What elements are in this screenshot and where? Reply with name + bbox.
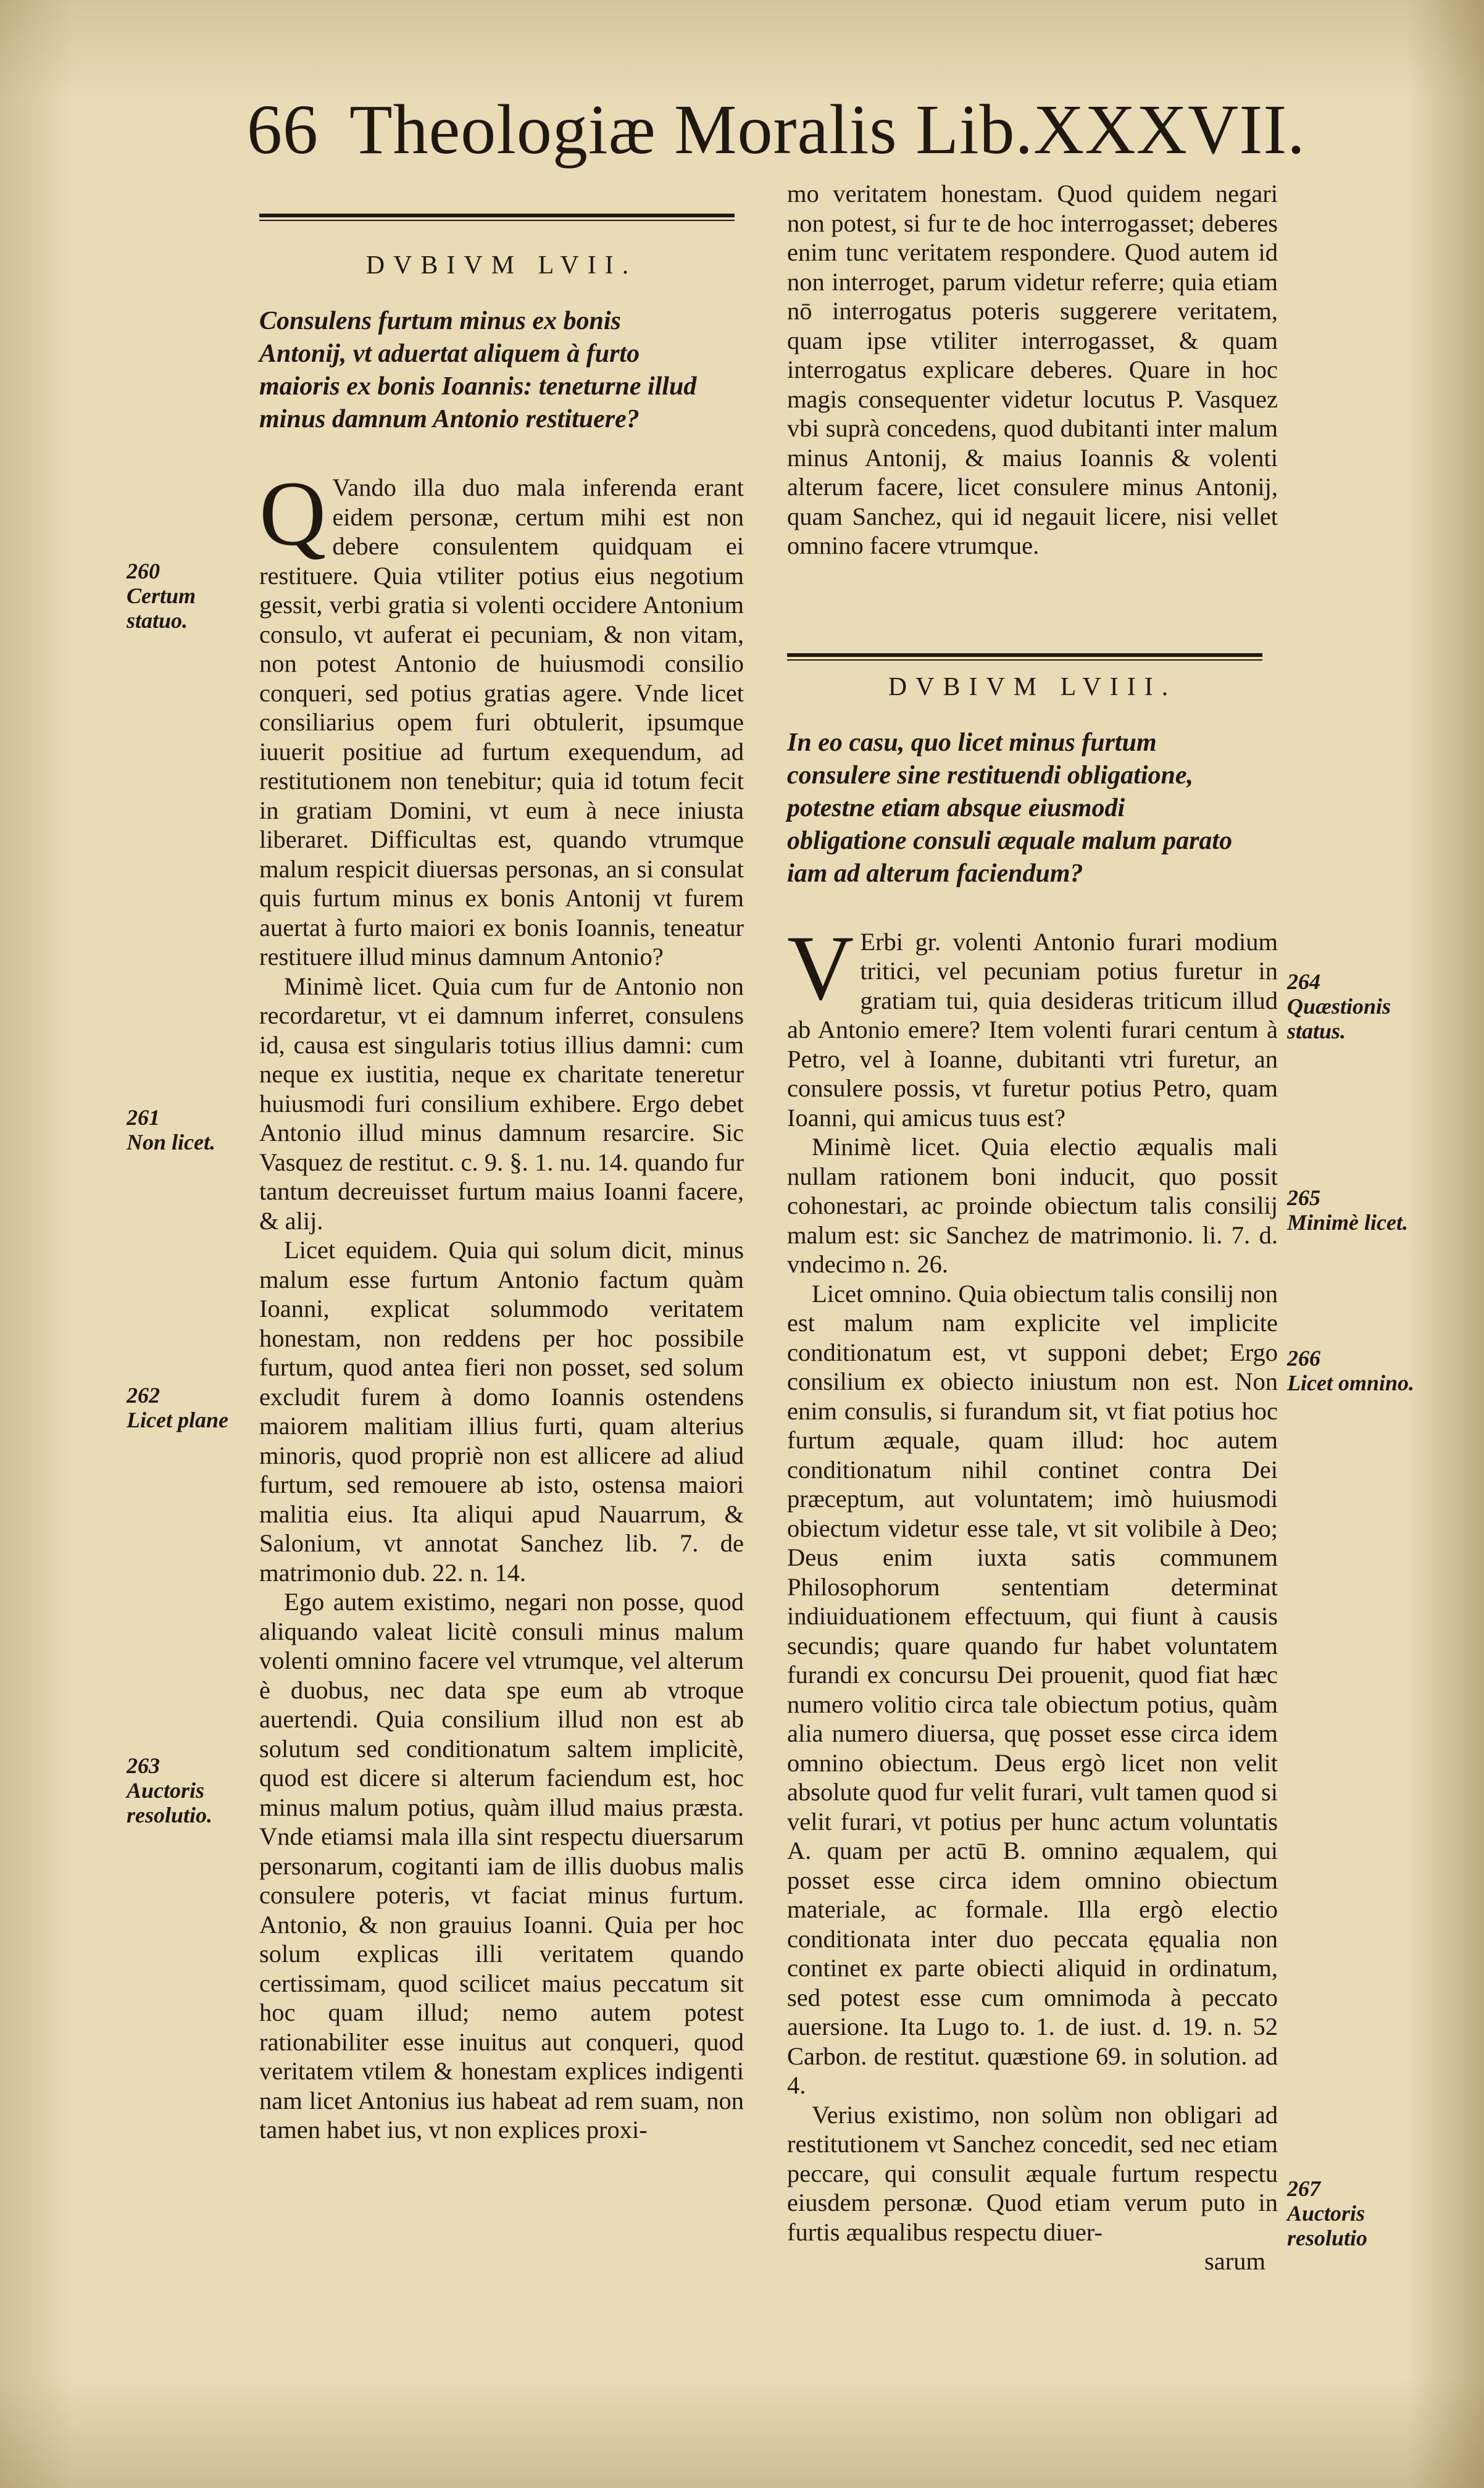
margin-note-number: 264 — [1287, 969, 1320, 994]
margin-note-text: Non licet. — [127, 1130, 215, 1154]
section-spacer — [787, 561, 1278, 669]
paragraph — [787, 916, 1278, 1133]
drop-cap: V — [787, 916, 854, 1019]
paragraph-text: Vando illa duo mala inferenda erant eidem personæ, certum mihi est non debere consulentem quidquam ei restituere. Quia vtiliter potius eius negotium gessit, verbi gratia si volenti occidere Antonium consulo, vt auferat ei pecuniam, & non vitam, non potest Antonio de huiusmodi consilio conqueri, sed potius gratias agere. Vnde licet consiliarius opem furi obtulerit, ipsumque iuuerit positiue ad furtum exequendum, ad restitutionem non tenebitur; quia id totum fecit in gratiam Domini, vt eum à nece iniusta liberaret. Difficultas est, quando vtrumque malum respicit diuersas personas, an si consulat quis furtum minus ex bonis Antonij vt furem auertat à furto maiori ex bonis Ioannis, teneatur restituere illud minus damnum Antonio? — [259, 474, 744, 971]
dubium-heading: DVBIVM LVII. — [365, 251, 638, 280]
running-title: Theologiæ Moralis Lib.XXXVII. — [349, 90, 1306, 169]
margin-note — [127, 559, 250, 633]
margin-note-text: Auctoris resolutio. — [127, 1778, 213, 1827]
paragraph: Ego autem existimo, negari non posse, quod aliquando valeat licitè consuli minus malum volenti omnino facere vel vtrumque, vel alterum è duobus, nec data spe eum ab vtroque auertendi. Quia consilium illud non est ab solutum sed conditionatum saltem implicitè, quod est dicere si alterum faciendum est, hoc minus malum potius, quàm illud maius præsta. Vnde etiamsi mala illa sint respectu diuersarum personarum, cogitanti iam de illis duobus malis consulere poteris, vt faciat minus furtum. Antonio, & non grauius Ioanni. Quia per hoc solum explicas illi veritatem quando certissimam, quod scilicet maius peccatum sit hoc quam illud; nemo autem potest rationabiliter esse inuitus aut conqueri, quod veritatem vtilem & honestam explices indigenti nam licet Antonius ius habeat ad rem suam, non tamen habet ius, vt non explices proxi- — [259, 1588, 744, 2144]
margin-note — [1287, 969, 1423, 1043]
margin-note-number: 261 — [127, 1105, 160, 1130]
dubium-heading: DVBIVM LVIII. — [888, 672, 1177, 701]
margin-note — [1287, 1185, 1423, 1235]
margin-note-text: Licet omnino. — [1287, 1371, 1414, 1395]
dubium-question: Consulens furtum minus ex bonis Antonij, vt aduertat aliquem à furto maioris ex bonis Ioannis: teneturne illud minus damnum Antonio restituere? — [259, 307, 697, 433]
margin-note-number: 267 — [1287, 2176, 1320, 2201]
paragraph: Minimè licet. Quia cum fur de Antonio non recordaretur, vt ei damnum inferret, consulens id, causa est singularis totius illius damni: cum neque ex iustitia, neque ex charitate teneretur huiusmodi furi consilium exhibere. Ergo debet Antonio illud minus damnum resarcire. Sic Vasquez de restitut. c. 9. §. 1. nu. 14. quando fur tantum decreuisset furtum maius Ioanni facere, & alij. — [259, 972, 744, 1235]
margin-note-number: 262 — [127, 1383, 160, 1408]
dubium-question: In eo casu, quo licet minus furtum consulere sine restituendi obligatione, potestne etiam absque eiusmodi obligatione consuli æquale malum parato iam ad alterum faciendum? — [787, 728, 1233, 888]
margin-note-text: Certum statuo. — [127, 583, 196, 633]
right-column — [787, 179, 1278, 2276]
running-head — [247, 90, 1306, 169]
margin-note-text: Licet plane — [127, 1408, 228, 1432]
header-rule — [259, 214, 735, 221]
paragraph: Licet omnino. Quia obiectum talis consilij non est malum nam explicite vel implicite conditionatum est, vt supponi debet; Ergo consilium ex obiecto iniustum non est. Non enim consulis, si furandum sit, vt fiat potius hoc furtum æquale, quam illud: hoc autem conditionatum nihil continet contra Dei præceptum, aut voluntatem; imò huiusmodi obiectum videtur esse tale, vt sit volibile à Deo; Deus enim iuxta satis communem Philosophorum sententiam determinat indiuiduationem effectuum, qui fiunt à causis secundis; quare quando fur habet voluntatem furandi ex concursu Dei prouenit, quod fiat hæc numero volitio circa tale obiectum potius, quàm alia numero diuersa, quę posset esse circa idem omnino obiectum. Deus ergò licet non velit absolute quod fur velit furari, vult tamen quod si velit furari, vt potius per hunc actum voluntatis A. quam per actū B. omnino æqualem, qui posset esse circa idem omnino obiectum materiale, ac formale. Illa ergò electio conditionata inter duo peccata ęqualia non continet ex parte obiecti aliquid in ordinatum, sed potest esse cum omnimoda à peccato auersione. Ita Lugo to. 1. de iust. d. 19. n. 52 Carbon. de restitut. quæstione 69. in solution. ad 4. — [787, 1279, 1278, 2099]
section-rule — [787, 653, 1262, 661]
paragraph — [259, 462, 744, 972]
continuation-paragraph: mo veritatem honestam. Quod quidem negari non potest, si fur te de hoc interrogasset; deberes enim tunc veritatem respondere. Quod autem id non interroget, parum videtur referre; quia etiam nō interrogatus poteris suggerere veritatem, quam ipse vtiliter interrogasset, & quam interrogatus explicare deberes. Quare in hoc magis consequenter videtur locutus P. Vasquez vbi suprà concedens, quod dubitanti inter malum minus Antonij, & maius Ioannis & volenti alterum facere, licet consulere minus Antonij, quam Sanchez, qui id negauit licere, nisi vellet omnino facere vtrumque. — [787, 180, 1278, 559]
margin-note-number: 263 — [127, 1753, 160, 1778]
margin-note — [127, 1105, 250, 1154]
paragraph: Verius existimo, non solùm non obligari ad restitutionem vt Sanchez concedit, sed nec etiam peccare, qui consulit æquale furtum respectu eiusdem personæ. Quod etiam verum puto in furtis æqualibus respectu diuer- — [787, 2100, 1278, 2246]
margin-note-number: 265 — [1287, 1185, 1320, 1210]
left-column — [259, 247, 744, 2145]
margin-note — [1287, 2176, 1423, 2250]
margin-note-number: 266 — [1287, 1346, 1320, 1371]
paragraph-text: Erbi gr. volenti Antonio furari modium tritici, vel pecuniam potius furetur in gratiam tui, quia desideras triticum illud ab Antonio emere? Item volenti furari centum à Petro, vel à Ioanne, dubitanti vtri furetur, an consulere possis, vt furetur potius Petro, quam Ioanni, qui amicus tuus est? — [787, 927, 1278, 1132]
drop-cap: Q — [259, 462, 327, 565]
margin-note-text: Auctoris resolutio — [1287, 2201, 1368, 2250]
margin-note-text: Quæstionis status. — [1287, 994, 1391, 1043]
margin-note-text: Minimè licet. — [1287, 1210, 1408, 1235]
margin-note — [1287, 1346, 1423, 1395]
paragraph: Minimè licet. Quia electio æqualis mali nullam rationem boni inducit, quo possit cohonestari, ac proinde obiectum talis consilij malum est: sic Sanchez de matrimonio. li. 7. d. vndecimo n. 26. — [787, 1133, 1278, 1278]
margin-note — [127, 1753, 250, 1827]
catchword: sarum — [1204, 2247, 1265, 2275]
page-number: 66 — [247, 90, 319, 169]
margin-note-number: 260 — [127, 559, 160, 583]
paragraph: Licet equidem. Quia qui solum dicit, minus malum esse furtum Antonio factum quàm Ioanni, explicat solummodo veritatem honestam, non reddens per hoc possibile furtum, quod antea fieri non posset, sed solum excludit furem à domo Ioannis ostendens maiorem malitiam illius furti, quam alterius minoris, quod propriè non est allicere ad aliud furtum, sed remouere ab isto, ostensa maiori malitia eius. Ita aliqui apud Nauarrum, & Salonium, vt annotat Sanchez lib. 7. de matrimonio dub. 22. n. 14. — [259, 1236, 744, 1587]
margin-note — [127, 1383, 250, 1432]
